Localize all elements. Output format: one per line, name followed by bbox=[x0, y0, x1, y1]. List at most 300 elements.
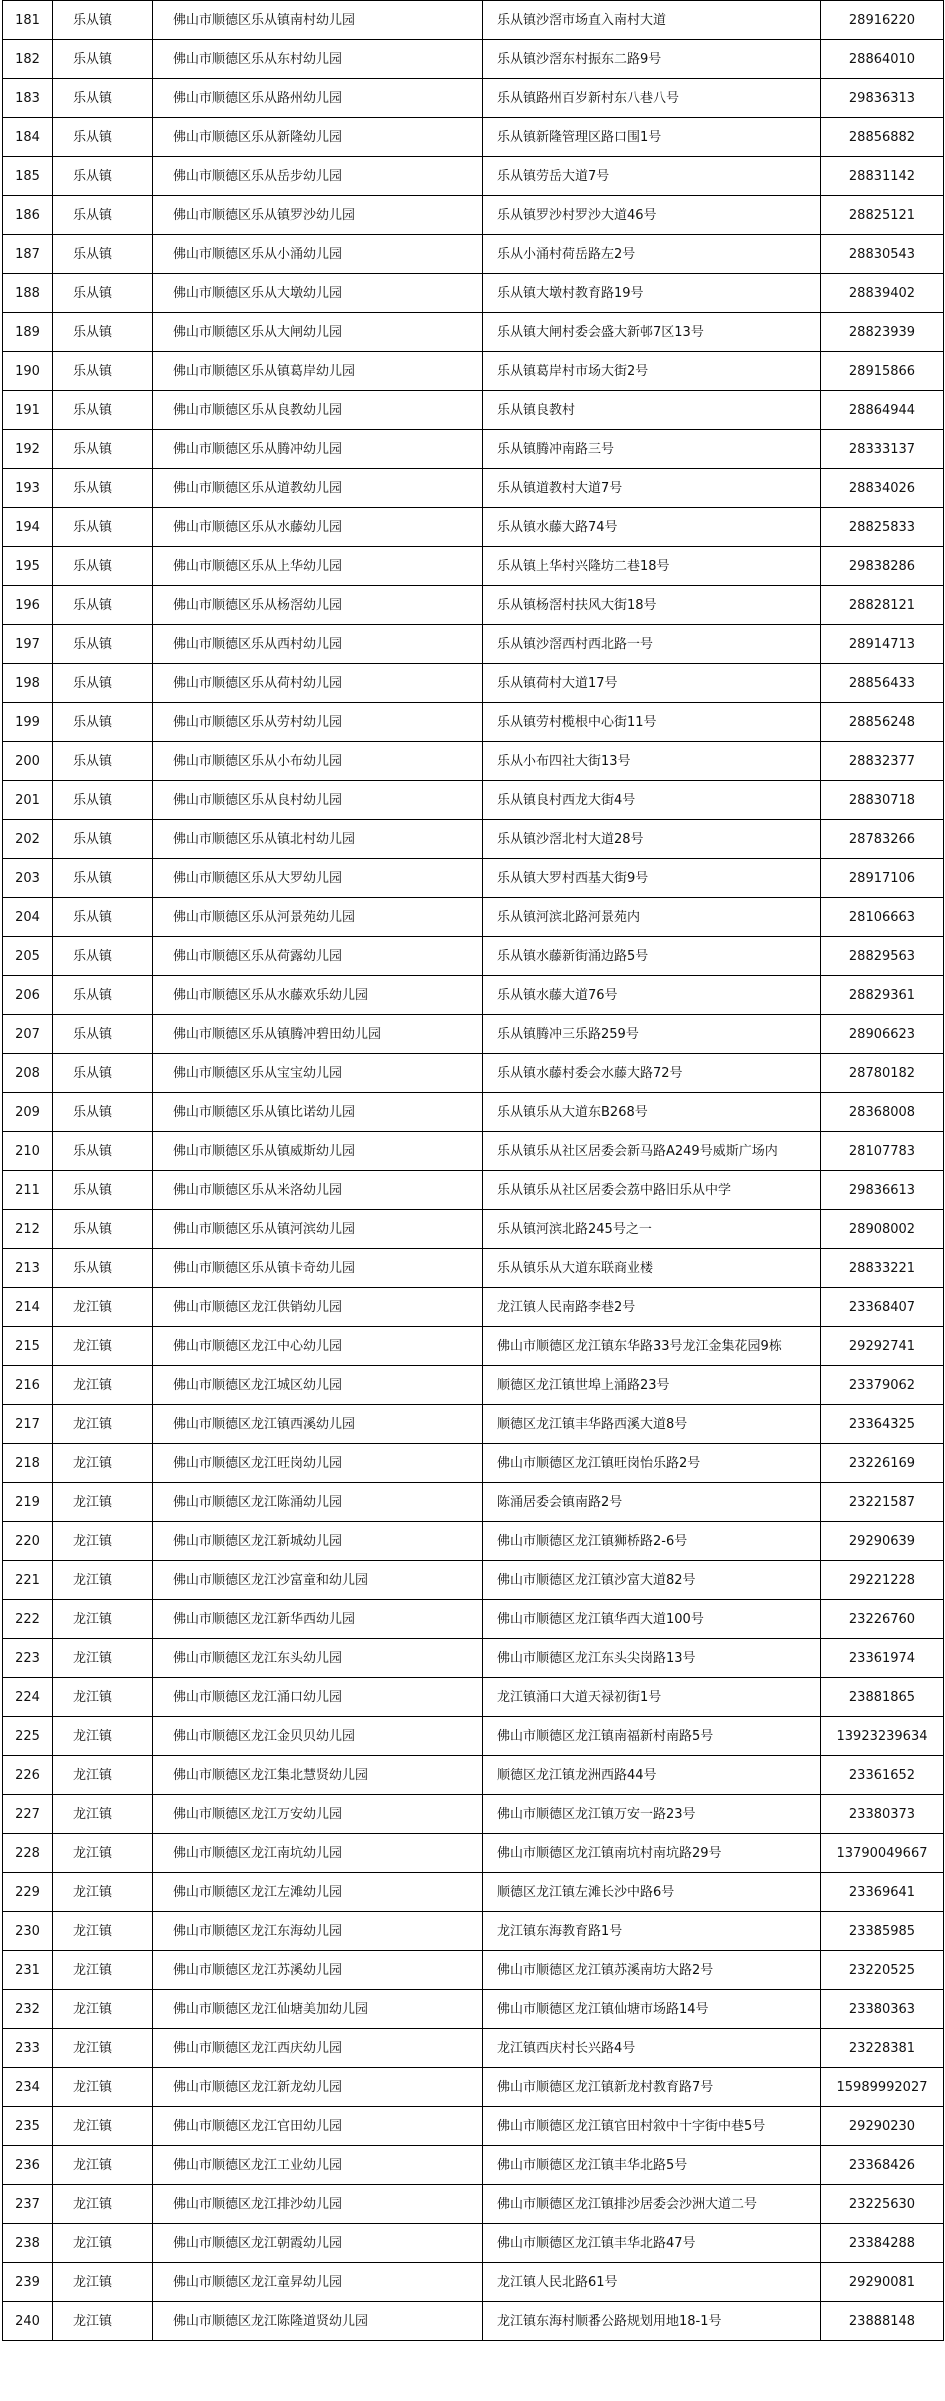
phone-cell: 23380373 bbox=[821, 1795, 944, 1834]
kindergarten-name-cell: 佛山市顺德区龙江东海幼儿园 bbox=[153, 1912, 483, 1951]
kindergarten-name-cell: 佛山市顺德区龙江旺岗幼儿园 bbox=[153, 1444, 483, 1483]
table-row bbox=[3, 898, 944, 937]
kindergarten-name-cell: 佛山市顺德区龙江中心幼儿园 bbox=[153, 1327, 483, 1366]
table-row bbox=[3, 235, 944, 274]
address-cell: 佛山市顺德区龙江镇南坑村南坑路29号 bbox=[483, 1834, 821, 1873]
phone-cell: 28830718 bbox=[821, 781, 944, 820]
address-cell: 乐从镇河滨北路河景苑内 bbox=[483, 898, 821, 937]
table-row bbox=[3, 2185, 944, 2224]
row-number-cell: 221 bbox=[3, 1561, 53, 1600]
town-cell: 乐从镇 bbox=[53, 781, 153, 820]
kindergarten-name-cell: 佛山市顺德区乐从镇北村幼儿园 bbox=[153, 820, 483, 859]
address-cell: 乐从镇乐从社区居委会荔中路旧乐从中学 bbox=[483, 1171, 821, 1210]
phone-cell: 28906623 bbox=[821, 1015, 944, 1054]
address-cell: 乐从镇腾冲南路三号 bbox=[483, 430, 821, 469]
address-cell: 佛山市顺德区龙江镇万安一路23号 bbox=[483, 1795, 821, 1834]
phone-cell: 28831142 bbox=[821, 157, 944, 196]
table-row bbox=[3, 1171, 944, 1210]
kindergarten-name-cell: 佛山市顺德区乐从劳村幼儿园 bbox=[153, 703, 483, 742]
phone-cell: 28829563 bbox=[821, 937, 944, 976]
kindergarten-name-cell: 佛山市顺德区乐从镇河滨幼儿园 bbox=[153, 1210, 483, 1249]
kindergarten-name-cell: 佛山市顺德区乐从宝宝幼儿园 bbox=[153, 1054, 483, 1093]
town-cell: 龙江镇 bbox=[53, 1990, 153, 2029]
row-number-cell: 217 bbox=[3, 1405, 53, 1444]
row-number-cell: 211 bbox=[3, 1171, 53, 1210]
table-row bbox=[3, 1951, 944, 1990]
town-cell: 龙江镇 bbox=[53, 2146, 153, 2185]
address-cell: 乐从镇乐从大道东联商业楼 bbox=[483, 1249, 821, 1288]
address-cell: 乐从镇沙滘市场直入南村大道 bbox=[483, 1, 821, 40]
town-cell: 乐从镇 bbox=[53, 586, 153, 625]
kindergarten-name-cell: 佛山市顺德区乐从河景苑幼儿园 bbox=[153, 898, 483, 937]
row-number-cell: 236 bbox=[3, 2146, 53, 2185]
kindergarten-name-cell: 佛山市顺德区乐从镇南村幼儿园 bbox=[153, 1, 483, 40]
table-row bbox=[3, 1483, 944, 1522]
address-cell: 乐从镇劳村榄根中心街11号 bbox=[483, 703, 821, 742]
town-cell: 乐从镇 bbox=[53, 1210, 153, 1249]
table-row bbox=[3, 1522, 944, 1561]
row-number-cell: 186 bbox=[3, 196, 53, 235]
kindergarten-name-cell: 佛山市顺德区龙江陈涌幼儿园 bbox=[153, 1483, 483, 1522]
kindergarten-name-cell: 佛山市顺德区乐从良村幼儿园 bbox=[153, 781, 483, 820]
row-number-cell: 229 bbox=[3, 1873, 53, 1912]
phone-cell: 28333137 bbox=[821, 430, 944, 469]
row-number-cell: 219 bbox=[3, 1483, 53, 1522]
kindergarten-name-cell: 佛山市顺德区乐从腾冲幼儿园 bbox=[153, 430, 483, 469]
phone-cell: 23385985 bbox=[821, 1912, 944, 1951]
address-cell: 佛山市顺德区龙江东头尖岗路13号 bbox=[483, 1639, 821, 1678]
row-number-cell: 232 bbox=[3, 1990, 53, 2029]
row-number-cell: 240 bbox=[3, 2302, 53, 2341]
phone-cell: 29292741 bbox=[821, 1327, 944, 1366]
table-row bbox=[3, 157, 944, 196]
row-number-cell: 235 bbox=[3, 2107, 53, 2146]
row-number-cell: 191 bbox=[3, 391, 53, 430]
phone-cell: 23368426 bbox=[821, 2146, 944, 2185]
address-cell: 佛山市顺德区龙江镇旺岗怡乐路2号 bbox=[483, 1444, 821, 1483]
phone-cell: 29290639 bbox=[821, 1522, 944, 1561]
town-cell: 乐从镇 bbox=[53, 625, 153, 664]
row-number-cell: 234 bbox=[3, 2068, 53, 2107]
town-cell: 乐从镇 bbox=[53, 430, 153, 469]
town-cell: 龙江镇 bbox=[53, 2107, 153, 2146]
row-number-cell: 184 bbox=[3, 118, 53, 157]
phone-cell: 28839402 bbox=[821, 274, 944, 313]
table-row bbox=[3, 313, 944, 352]
address-cell: 佛山市顺德区龙江镇丰华北路5号 bbox=[483, 2146, 821, 2185]
address-cell: 龙江镇涌口大道天禄初街1号 bbox=[483, 1678, 821, 1717]
table-row bbox=[3, 703, 944, 742]
kindergarten-name-cell: 佛山市顺德区乐从镇葛岸幼儿园 bbox=[153, 352, 483, 391]
row-number-cell: 182 bbox=[3, 40, 53, 79]
table-row bbox=[3, 2029, 944, 2068]
town-cell: 乐从镇 bbox=[53, 742, 153, 781]
phone-cell: 29836313 bbox=[821, 79, 944, 118]
phone-cell: 28783266 bbox=[821, 820, 944, 859]
phone-cell: 23361974 bbox=[821, 1639, 944, 1678]
town-cell: 龙江镇 bbox=[53, 2224, 153, 2263]
phone-cell: 28829361 bbox=[821, 976, 944, 1015]
phone-cell: 28864010 bbox=[821, 40, 944, 79]
table-row bbox=[3, 1132, 944, 1171]
address-cell: 乐从镇荷村大道17号 bbox=[483, 664, 821, 703]
town-cell: 乐从镇 bbox=[53, 157, 153, 196]
address-cell: 顺德区龙江镇世埠上涌路23号 bbox=[483, 1366, 821, 1405]
row-number-cell: 239 bbox=[3, 2263, 53, 2302]
table-row bbox=[3, 1327, 944, 1366]
table-row bbox=[3, 937, 944, 976]
town-cell: 乐从镇 bbox=[53, 79, 153, 118]
row-number-cell: 206 bbox=[3, 976, 53, 1015]
table-row bbox=[3, 2302, 944, 2341]
table-row bbox=[3, 1093, 944, 1132]
phone-cell: 23384288 bbox=[821, 2224, 944, 2263]
kindergarten-name-cell: 佛山市顺德区乐从新隆幼儿园 bbox=[153, 118, 483, 157]
town-cell: 龙江镇 bbox=[53, 1717, 153, 1756]
phone-cell: 28856248 bbox=[821, 703, 944, 742]
town-cell: 乐从镇 bbox=[53, 235, 153, 274]
phone-cell: 29290081 bbox=[821, 2263, 944, 2302]
phone-cell: 23361652 bbox=[821, 1756, 944, 1795]
table-row bbox=[3, 1600, 944, 1639]
phone-cell: 13790049667 bbox=[821, 1834, 944, 1873]
town-cell: 乐从镇 bbox=[53, 391, 153, 430]
address-cell: 乐从镇水藤村委会水藤大路72号 bbox=[483, 1054, 821, 1093]
table-row bbox=[3, 1210, 944, 1249]
kindergarten-name-cell: 佛山市顺德区乐从镇罗沙幼儿园 bbox=[153, 196, 483, 235]
table-row bbox=[3, 1366, 944, 1405]
phone-cell: 23364325 bbox=[821, 1405, 944, 1444]
table-row bbox=[3, 1, 944, 40]
phone-cell: 23379062 bbox=[821, 1366, 944, 1405]
row-number-cell: 213 bbox=[3, 1249, 53, 1288]
address-cell: 佛山市顺德区龙江镇华西大道100号 bbox=[483, 1600, 821, 1639]
phone-cell: 28916220 bbox=[821, 1, 944, 40]
phone-cell: 28834026 bbox=[821, 469, 944, 508]
address-cell: 顺德区龙江镇左滩长沙中路6号 bbox=[483, 1873, 821, 1912]
phone-cell: 28107783 bbox=[821, 1132, 944, 1171]
address-cell: 龙江镇东海村顺番公路规划用地18-1号 bbox=[483, 2302, 821, 2341]
address-cell: 龙江镇东海教育路1号 bbox=[483, 1912, 821, 1951]
address-cell: 佛山市顺德区龙江镇丰华北路47号 bbox=[483, 2224, 821, 2263]
address-cell: 佛山市顺德区龙江镇官田村敘中十字街中巷5号 bbox=[483, 2107, 821, 2146]
table-row bbox=[3, 2224, 944, 2263]
phone-cell: 29290230 bbox=[821, 2107, 944, 2146]
address-cell: 乐从镇河滨北路245号之一 bbox=[483, 1210, 821, 1249]
address-cell: 陈涌居委会镇南路2号 bbox=[483, 1483, 821, 1522]
row-number-cell: 190 bbox=[3, 352, 53, 391]
kindergarten-name-cell: 佛山市顺德区龙江官田幼儿园 bbox=[153, 2107, 483, 2146]
row-number-cell: 222 bbox=[3, 1600, 53, 1639]
kindergarten-name-cell: 佛山市顺德区乐从镇比诺幼儿园 bbox=[153, 1093, 483, 1132]
address-cell: 乐从镇腾冲三乐路259号 bbox=[483, 1015, 821, 1054]
address-cell: 顺德区龙江镇龙洲西路44号 bbox=[483, 1756, 821, 1795]
kindergarten-name-cell: 佛山市顺德区乐从东村幼儿园 bbox=[153, 40, 483, 79]
row-number-cell: 225 bbox=[3, 1717, 53, 1756]
town-cell: 龙江镇 bbox=[53, 2185, 153, 2224]
phone-cell: 23226760 bbox=[821, 1600, 944, 1639]
kindergarten-name-cell: 佛山市顺德区龙江沙富童和幼儿园 bbox=[153, 1561, 483, 1600]
table-row bbox=[3, 274, 944, 313]
row-number-cell: 200 bbox=[3, 742, 53, 781]
town-cell: 乐从镇 bbox=[53, 40, 153, 79]
table-row bbox=[3, 1717, 944, 1756]
kindergarten-name-cell: 佛山市顺德区乐从大墩幼儿园 bbox=[153, 274, 483, 313]
table-row bbox=[3, 118, 944, 157]
town-cell: 乐从镇 bbox=[53, 1054, 153, 1093]
kindergarten-name-cell: 佛山市顺德区龙江苏溪幼儿园 bbox=[153, 1951, 483, 1990]
town-cell: 龙江镇 bbox=[53, 1483, 153, 1522]
kindergarten-name-cell: 佛山市顺德区龙江镇西溪幼儿园 bbox=[153, 1405, 483, 1444]
address-cell: 乐从镇杨滘村扶风大街18号 bbox=[483, 586, 821, 625]
table-row bbox=[3, 742, 944, 781]
address-cell: 佛山市顺德区龙江镇仙塘市场路14号 bbox=[483, 1990, 821, 2029]
kindergarten-name-cell: 佛山市顺德区龙江城区幼儿园 bbox=[153, 1366, 483, 1405]
table-row bbox=[3, 1912, 944, 1951]
kindergarten-name-cell: 佛山市顺德区龙江金贝贝幼儿园 bbox=[153, 1717, 483, 1756]
phone-cell: 29836613 bbox=[821, 1171, 944, 1210]
address-cell: 乐从镇乐从社区居委会新马路A249号威斯广场内 bbox=[483, 1132, 821, 1171]
town-cell: 乐从镇 bbox=[53, 196, 153, 235]
table-row bbox=[3, 625, 944, 664]
address-cell: 乐从镇劳岳大道7号 bbox=[483, 157, 821, 196]
row-number-cell: 204 bbox=[3, 898, 53, 937]
town-cell: 乐从镇 bbox=[53, 937, 153, 976]
row-number-cell: 199 bbox=[3, 703, 53, 742]
address-cell: 乐从镇大闸村委会盛大新邨7区13号 bbox=[483, 313, 821, 352]
table-row bbox=[3, 2107, 944, 2146]
row-number-cell: 220 bbox=[3, 1522, 53, 1561]
kindergarten-name-cell: 佛山市顺德区龙江新城幼儿园 bbox=[153, 1522, 483, 1561]
address-cell: 乐从小布四社大街13号 bbox=[483, 742, 821, 781]
town-cell: 龙江镇 bbox=[53, 2302, 153, 2341]
town-cell: 乐从镇 bbox=[53, 1, 153, 40]
kindergarten-name-cell: 佛山市顺德区乐从荷村幼儿园 bbox=[153, 664, 483, 703]
phone-cell: 23226169 bbox=[821, 1444, 944, 1483]
town-cell: 龙江镇 bbox=[53, 2029, 153, 2068]
table-row bbox=[3, 1054, 944, 1093]
kindergarten-name-cell: 佛山市顺德区龙江陈隆道贤幼儿园 bbox=[153, 2302, 483, 2341]
town-cell: 龙江镇 bbox=[53, 1834, 153, 1873]
kindergarten-name-cell: 佛山市顺德区乐从路州幼儿园 bbox=[153, 79, 483, 118]
table-row bbox=[3, 781, 944, 820]
row-number-cell: 181 bbox=[3, 1, 53, 40]
row-number-cell: 189 bbox=[3, 313, 53, 352]
address-cell: 乐从小涌村荷岳路左2号 bbox=[483, 235, 821, 274]
phone-cell: 28368008 bbox=[821, 1093, 944, 1132]
phone-cell: 28106663 bbox=[821, 898, 944, 937]
table-row bbox=[3, 1795, 944, 1834]
phone-cell: 28915866 bbox=[821, 352, 944, 391]
address-cell: 乐从镇道教村大道7号 bbox=[483, 469, 821, 508]
table-row bbox=[3, 664, 944, 703]
row-number-cell: 215 bbox=[3, 1327, 53, 1366]
row-number-cell: 228 bbox=[3, 1834, 53, 1873]
town-cell: 龙江镇 bbox=[53, 1444, 153, 1483]
phone-cell: 28830543 bbox=[821, 235, 944, 274]
town-cell: 龙江镇 bbox=[53, 1873, 153, 1912]
kindergarten-name-cell: 佛山市顺德区乐从大闸幼儿园 bbox=[153, 313, 483, 352]
address-cell: 乐从镇水藤新街涌边路5号 bbox=[483, 937, 821, 976]
kindergarten-name-cell: 佛山市顺德区龙江朝霞幼儿园 bbox=[153, 2224, 483, 2263]
kindergarten-name-cell: 佛山市顺德区龙江东头幼儿园 bbox=[153, 1639, 483, 1678]
table-row bbox=[3, 1990, 944, 2029]
table-row bbox=[3, 79, 944, 118]
kindergarten-name-cell: 佛山市顺德区龙江集北慧贤幼儿园 bbox=[153, 1756, 483, 1795]
town-cell: 龙江镇 bbox=[53, 1678, 153, 1717]
address-cell: 顺德区龙江镇丰华路西溪大道8号 bbox=[483, 1405, 821, 1444]
town-cell: 乐从镇 bbox=[53, 703, 153, 742]
table-row bbox=[3, 196, 944, 235]
address-cell: 龙江镇人民南路李巷2号 bbox=[483, 1288, 821, 1327]
town-cell: 龙江镇 bbox=[53, 1912, 153, 1951]
table-row bbox=[3, 1249, 944, 1288]
address-cell: 乐从镇新隆管理区路口围1号 bbox=[483, 118, 821, 157]
row-number-cell: 226 bbox=[3, 1756, 53, 1795]
town-cell: 乐从镇 bbox=[53, 1249, 153, 1288]
phone-cell: 29838286 bbox=[821, 547, 944, 586]
row-number-cell: 209 bbox=[3, 1093, 53, 1132]
row-number-cell: 205 bbox=[3, 937, 53, 976]
town-cell: 龙江镇 bbox=[53, 1795, 153, 1834]
phone-cell: 23380363 bbox=[821, 1990, 944, 2029]
row-number-cell: 223 bbox=[3, 1639, 53, 1678]
row-number-cell: 183 bbox=[3, 79, 53, 118]
phone-cell: 28856433 bbox=[821, 664, 944, 703]
town-cell: 龙江镇 bbox=[53, 1600, 153, 1639]
table-row bbox=[3, 1639, 944, 1678]
phone-cell: 28825121 bbox=[821, 196, 944, 235]
phone-cell: 28914713 bbox=[821, 625, 944, 664]
row-number-cell: 212 bbox=[3, 1210, 53, 1249]
table-row bbox=[3, 508, 944, 547]
row-number-cell: 192 bbox=[3, 430, 53, 469]
kindergarten-name-cell: 佛山市顺德区龙江万安幼儿园 bbox=[153, 1795, 483, 1834]
town-cell: 龙江镇 bbox=[53, 2263, 153, 2302]
phone-cell: 28832377 bbox=[821, 742, 944, 781]
phone-cell: 23225630 bbox=[821, 2185, 944, 2224]
table-row bbox=[3, 2068, 944, 2107]
phone-cell: 23221587 bbox=[821, 1483, 944, 1522]
town-cell: 乐从镇 bbox=[53, 508, 153, 547]
row-number-cell: 216 bbox=[3, 1366, 53, 1405]
row-number-cell: 201 bbox=[3, 781, 53, 820]
town-cell: 乐从镇 bbox=[53, 352, 153, 391]
town-cell: 龙江镇 bbox=[53, 1327, 153, 1366]
kindergarten-name-cell: 佛山市顺德区乐从荷露幼儿园 bbox=[153, 937, 483, 976]
town-cell: 乐从镇 bbox=[53, 820, 153, 859]
table-row bbox=[3, 352, 944, 391]
table-row bbox=[3, 2146, 944, 2185]
town-cell: 龙江镇 bbox=[53, 2068, 153, 2107]
table-row bbox=[3, 1015, 944, 1054]
phone-cell: 28833221 bbox=[821, 1249, 944, 1288]
table-row bbox=[3, 40, 944, 79]
row-number-cell: 193 bbox=[3, 469, 53, 508]
phone-cell: 23888148 bbox=[821, 2302, 944, 2341]
phone-cell: 28917106 bbox=[821, 859, 944, 898]
address-cell: 乐从镇良村西龙大街4号 bbox=[483, 781, 821, 820]
town-cell: 乐从镇 bbox=[53, 1015, 153, 1054]
kindergarten-name-cell: 佛山市顺德区乐从杨滘幼儿园 bbox=[153, 586, 483, 625]
row-number-cell: 203 bbox=[3, 859, 53, 898]
row-number-cell: 230 bbox=[3, 1912, 53, 1951]
kindergarten-name-cell: 佛山市顺德区龙江涌口幼儿园 bbox=[153, 1678, 483, 1717]
row-number-cell: 238 bbox=[3, 2224, 53, 2263]
table-row bbox=[3, 1288, 944, 1327]
table-row bbox=[3, 1561, 944, 1600]
table-row bbox=[3, 547, 944, 586]
row-number-cell: 224 bbox=[3, 1678, 53, 1717]
table-row bbox=[3, 1678, 944, 1717]
row-number-cell: 185 bbox=[3, 157, 53, 196]
town-cell: 乐从镇 bbox=[53, 1171, 153, 1210]
row-number-cell: 187 bbox=[3, 235, 53, 274]
address-cell: 乐从镇沙滘东村振东二路9号 bbox=[483, 40, 821, 79]
town-cell: 乐从镇 bbox=[53, 118, 153, 157]
row-number-cell: 231 bbox=[3, 1951, 53, 1990]
row-number-cell: 197 bbox=[3, 625, 53, 664]
address-cell: 乐从镇乐从大道东B268号 bbox=[483, 1093, 821, 1132]
row-number-cell: 188 bbox=[3, 274, 53, 313]
phone-cell: 15989992027 bbox=[821, 2068, 944, 2107]
kindergarten-name-cell: 佛山市顺德区龙江西庆幼儿园 bbox=[153, 2029, 483, 2068]
kindergarten-name-cell: 佛山市顺德区乐从小布幼儿园 bbox=[153, 742, 483, 781]
kindergarten-directory-sheet bbox=[2, 0, 943, 2341]
address-cell: 乐从镇大墩村教育路19号 bbox=[483, 274, 821, 313]
row-number-cell: 214 bbox=[3, 1288, 53, 1327]
address-cell: 佛山市顺德区龙江镇排沙居委会沙洲大道二号 bbox=[483, 2185, 821, 2224]
town-cell: 乐从镇 bbox=[53, 1132, 153, 1171]
address-cell: 乐从镇葛岸村市场大街2号 bbox=[483, 352, 821, 391]
table-row bbox=[3, 859, 944, 898]
town-cell: 乐从镇 bbox=[53, 664, 153, 703]
table-row bbox=[3, 1444, 944, 1483]
address-cell: 乐从镇沙滘北村大道28号 bbox=[483, 820, 821, 859]
kindergarten-name-cell: 佛山市顺德区龙江南坑幼儿园 bbox=[153, 1834, 483, 1873]
kindergarten-name-cell: 佛山市顺德区龙江供销幼儿园 bbox=[153, 1288, 483, 1327]
phone-cell: 28823939 bbox=[821, 313, 944, 352]
kindergarten-name-cell: 佛山市顺德区龙江新华西幼儿园 bbox=[153, 1600, 483, 1639]
kindergarten-name-cell: 佛山市顺德区乐从大罗幼儿园 bbox=[153, 859, 483, 898]
address-cell: 佛山市顺德区龙江镇东华路33号龙江金集花园9栋 bbox=[483, 1327, 821, 1366]
phone-cell: 23228381 bbox=[821, 2029, 944, 2068]
town-cell: 龙江镇 bbox=[53, 1639, 153, 1678]
address-cell: 佛山市顺德区龙江镇新龙村教育路7号 bbox=[483, 2068, 821, 2107]
kindergarten-name-cell: 佛山市顺德区乐从良教幼儿园 bbox=[153, 391, 483, 430]
table-row bbox=[3, 1756, 944, 1795]
town-cell: 龙江镇 bbox=[53, 1366, 153, 1405]
kindergarten-name-cell: 佛山市顺德区乐从镇威斯幼儿园 bbox=[153, 1132, 483, 1171]
phone-cell: 28864944 bbox=[821, 391, 944, 430]
address-cell: 佛山市顺德区龙江镇沙富大道82号 bbox=[483, 1561, 821, 1600]
row-number-cell: 237 bbox=[3, 2185, 53, 2224]
town-cell: 乐从镇 bbox=[53, 274, 153, 313]
kindergarten-name-cell: 佛山市顺德区乐从米洛幼儿园 bbox=[153, 1171, 483, 1210]
table-row bbox=[3, 586, 944, 625]
address-cell: 乐从镇水藤大路74号 bbox=[483, 508, 821, 547]
table-row bbox=[3, 820, 944, 859]
town-cell: 龙江镇 bbox=[53, 1288, 153, 1327]
phone-cell: 23369641 bbox=[821, 1873, 944, 1912]
address-cell: 乐从镇上华村兴隆坊二巷18号 bbox=[483, 547, 821, 586]
phone-cell: 29221228 bbox=[821, 1561, 944, 1600]
kindergarten-name-cell: 佛山市顺德区乐从水藤幼儿园 bbox=[153, 508, 483, 547]
town-cell: 乐从镇 bbox=[53, 1093, 153, 1132]
table-row bbox=[3, 1834, 944, 1873]
row-number-cell: 218 bbox=[3, 1444, 53, 1483]
kindergarten-name-cell: 佛山市顺德区乐从镇卡奇幼儿园 bbox=[153, 1249, 483, 1288]
